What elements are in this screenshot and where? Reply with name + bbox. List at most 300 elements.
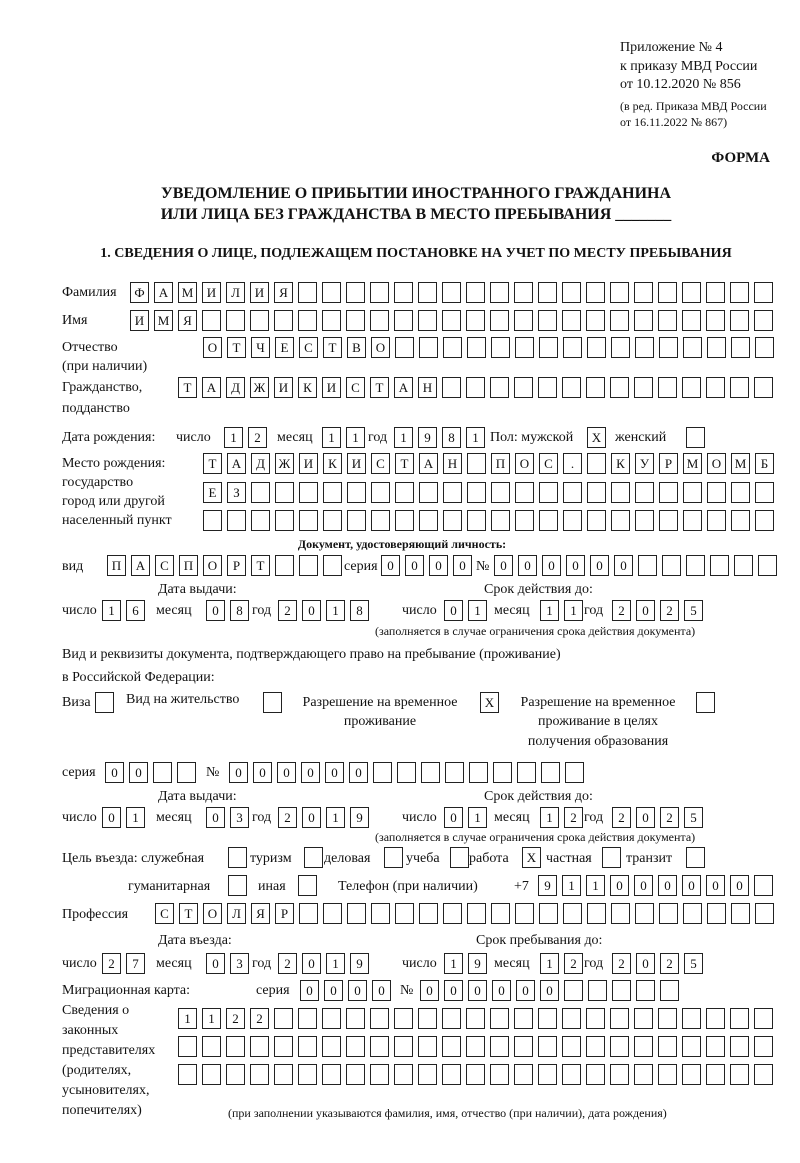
right-issue-month-cell[interactable]: 0 (206, 807, 225, 828)
citizenship-cell[interactable]: А (202, 377, 221, 398)
doc-valid-day-cell[interactable]: 0 (444, 600, 463, 621)
birth-place-cell[interactable]: Р (659, 453, 678, 474)
name-cell[interactable] (418, 310, 437, 331)
surname-cell[interactable]: Я (274, 282, 293, 303)
birth-year-cell[interactable]: 1 (466, 427, 485, 448)
birth-place-cell[interactable] (707, 510, 726, 531)
representatives-cell[interactable] (298, 1036, 317, 1057)
entry-year-cell[interactable]: 1 (326, 953, 345, 974)
right-series-cell[interactable]: 0 (105, 762, 124, 783)
doc-number-cell[interactable] (734, 555, 753, 576)
doc-series-cell[interactable]: 0 (429, 555, 448, 576)
representatives-cell[interactable] (298, 1064, 317, 1085)
doc-kind-cell[interactable]: О (203, 555, 222, 576)
doc-issue-day-cell[interactable]: 1 (102, 600, 121, 621)
birth-place-cell[interactable] (395, 482, 414, 503)
representatives-cell[interactable] (514, 1008, 533, 1029)
patronymic-cell[interactable]: О (371, 337, 390, 358)
temp-permit-checkbox[interactable]: X (480, 692, 499, 713)
citizenship-cell[interactable] (562, 377, 581, 398)
doc-kind-cell[interactable]: П (179, 555, 198, 576)
stay-month-cell[interactable]: 1 (540, 953, 559, 974)
birth-place-cell[interactable]: М (731, 453, 750, 474)
representatives-cell[interactable] (370, 1036, 389, 1057)
doc-series-cell[interactable]: 0 (453, 555, 472, 576)
migration-number-cell[interactable] (612, 980, 631, 1001)
surname-cell[interactable] (634, 282, 653, 303)
birth-place-cell[interactable] (587, 482, 606, 503)
representatives-cell[interactable] (562, 1036, 581, 1057)
surname-cell[interactable] (346, 282, 365, 303)
surname-cell[interactable]: М (178, 282, 197, 303)
birth-place-cell[interactable] (515, 510, 534, 531)
representatives-cell[interactable] (562, 1008, 581, 1029)
right-number-cell[interactable] (493, 762, 512, 783)
surname-cell[interactable] (394, 282, 413, 303)
patronymic-cell[interactable] (707, 337, 726, 358)
doc-kind-cell[interactable] (299, 555, 318, 576)
name-cell[interactable] (442, 310, 461, 331)
surname-cell[interactable] (490, 282, 509, 303)
representatives-cell[interactable] (754, 1008, 773, 1029)
birth-place-cell[interactable] (635, 482, 654, 503)
profession-cell[interactable] (419, 903, 438, 924)
doc-valid-month-cell[interactable]: 1 (540, 600, 559, 621)
right-number-cell[interactable] (373, 762, 392, 783)
stay-year-cell[interactable]: 5 (684, 953, 703, 974)
name-cell[interactable]: М (154, 310, 173, 331)
profession-cell[interactable] (635, 903, 654, 924)
citizenship-cell[interactable] (538, 377, 557, 398)
representatives-cell[interactable] (442, 1036, 461, 1057)
surname-cell[interactable] (322, 282, 341, 303)
name-cell[interactable] (514, 310, 533, 331)
birth-place-cell[interactable]: Т (395, 453, 414, 474)
citizenship-cell[interactable] (610, 377, 629, 398)
name-cell[interactable] (370, 310, 389, 331)
citizenship-cell[interactable]: Ж (250, 377, 269, 398)
doc-valid-year-cell[interactable]: 5 (684, 600, 703, 621)
surname-cell[interactable] (682, 282, 701, 303)
name-cell[interactable] (226, 310, 245, 331)
patronymic-cell[interactable] (587, 337, 606, 358)
right-issue-day-cell[interactable]: 1 (126, 807, 145, 828)
doc-kind-cell[interactable]: С (155, 555, 174, 576)
birth-place-cell[interactable] (299, 510, 318, 531)
patronymic-cell[interactable]: Ч (251, 337, 270, 358)
birth-place-cell[interactable] (587, 510, 606, 531)
doc-number-cell[interactable] (638, 555, 657, 576)
surname-cell[interactable]: Ф (130, 282, 149, 303)
doc-valid-year-cell[interactable]: 0 (636, 600, 655, 621)
profession-cell[interactable] (491, 903, 510, 924)
birth-day-cell[interactable]: 1 (224, 427, 243, 448)
surname-cell[interactable]: И (202, 282, 221, 303)
representatives-cell[interactable] (274, 1036, 293, 1057)
citizenship-cell[interactable] (490, 377, 509, 398)
right-valid-year-cell[interactable]: 0 (636, 807, 655, 828)
right-number-cell[interactable]: 0 (349, 762, 368, 783)
name-cell[interactable] (610, 310, 629, 331)
right-number-cell[interactable] (517, 762, 536, 783)
name-cell[interactable] (658, 310, 677, 331)
representatives-cell[interactable] (610, 1064, 629, 1085)
citizenship-cell[interactable]: К (298, 377, 317, 398)
representatives-cell[interactable] (754, 1036, 773, 1057)
representatives-cell[interactable] (226, 1036, 245, 1057)
representatives-cell[interactable] (202, 1036, 221, 1057)
doc-issue-year-cell[interactable]: 1 (326, 600, 345, 621)
profession-cell[interactable] (539, 903, 558, 924)
representatives-cell[interactable] (706, 1036, 725, 1057)
purpose-private-checkbox[interactable] (602, 847, 621, 868)
surname-cell[interactable] (562, 282, 581, 303)
phone-cell[interactable]: 0 (730, 875, 749, 896)
name-cell[interactable] (466, 310, 485, 331)
representatives-cell[interactable]: 2 (226, 1008, 245, 1029)
citizenship-cell[interactable]: Д (226, 377, 245, 398)
doc-valid-month-cell[interactable]: 1 (564, 600, 583, 621)
birth-place-cell[interactable]: Е (203, 482, 222, 503)
surname-cell[interactable] (610, 282, 629, 303)
doc-valid-year-cell[interactable]: 2 (660, 600, 679, 621)
citizenship-cell[interactable]: Н (418, 377, 437, 398)
citizenship-cell[interactable] (682, 377, 701, 398)
birth-place-cell[interactable] (683, 482, 702, 503)
patronymic-cell[interactable] (635, 337, 654, 358)
representatives-cell[interactable] (250, 1064, 269, 1085)
citizenship-cell[interactable] (658, 377, 677, 398)
birth-place-cell[interactable]: О (515, 453, 534, 474)
citizenship-cell[interactable] (586, 377, 605, 398)
birth-place-cell[interactable] (635, 510, 654, 531)
citizenship-cell[interactable]: И (274, 377, 293, 398)
representatives-cell[interactable] (322, 1036, 341, 1057)
doc-kind-cell[interactable]: А (131, 555, 150, 576)
phone-cell[interactable]: 1 (562, 875, 581, 896)
birth-place-cell[interactable] (419, 482, 438, 503)
surname-cell[interactable] (658, 282, 677, 303)
right-valid-month-cell[interactable]: 1 (540, 807, 559, 828)
birth-place-cell[interactable]: Б (755, 453, 774, 474)
right-series-cell[interactable] (153, 762, 172, 783)
profession-cell[interactable] (515, 903, 534, 924)
birth-place-cell[interactable] (323, 482, 342, 503)
representatives-cell[interactable] (658, 1064, 677, 1085)
profession-cell[interactable] (707, 903, 726, 924)
representatives-cell[interactable] (178, 1064, 197, 1085)
birth-place-cell[interactable] (467, 510, 486, 531)
purpose-business-checkbox[interactable] (384, 847, 403, 868)
profession-cell[interactable]: Я (251, 903, 270, 924)
representatives-cell[interactable] (610, 1008, 629, 1029)
citizenship-cell[interactable] (514, 377, 533, 398)
entry-year-cell[interactable]: 2 (278, 953, 297, 974)
representatives-cell[interactable] (634, 1064, 653, 1085)
name-cell[interactable] (250, 310, 269, 331)
doc-issue-year-cell[interactable]: 8 (350, 600, 369, 621)
representatives-cell[interactable] (370, 1008, 389, 1029)
representatives-cell[interactable]: 2 (250, 1008, 269, 1029)
surname-cell[interactable]: И (250, 282, 269, 303)
doc-number-cell[interactable] (686, 555, 705, 576)
birth-place-cell[interactable] (347, 510, 366, 531)
birth-place-cell[interactable] (659, 482, 678, 503)
right-valid-year-cell[interactable]: 5 (684, 807, 703, 828)
doc-number-cell[interactable]: 0 (542, 555, 561, 576)
birth-month-cell[interactable]: 1 (346, 427, 365, 448)
doc-number-cell[interactable] (758, 555, 777, 576)
representatives-cell[interactable] (586, 1036, 605, 1057)
name-cell[interactable] (538, 310, 557, 331)
patronymic-cell[interactable]: С (299, 337, 318, 358)
name-cell[interactable] (490, 310, 509, 331)
surname-cell[interactable] (538, 282, 557, 303)
profession-cell[interactable] (611, 903, 630, 924)
purpose-transit-checkbox[interactable] (686, 847, 705, 868)
migration-number-cell[interactable]: 0 (468, 980, 487, 1001)
representatives-cell[interactable] (394, 1036, 413, 1057)
phone-cell[interactable]: 0 (682, 875, 701, 896)
visa-checkbox[interactable] (95, 692, 114, 713)
citizenship-cell[interactable]: Т (178, 377, 197, 398)
representatives-cell[interactable] (730, 1036, 749, 1057)
representatives-cell[interactable] (658, 1008, 677, 1029)
name-cell[interactable] (298, 310, 317, 331)
birth-year-cell[interactable]: 8 (442, 427, 461, 448)
patronymic-cell[interactable] (443, 337, 462, 358)
entry-year-cell[interactable]: 0 (302, 953, 321, 974)
patronymic-cell[interactable]: В (347, 337, 366, 358)
representatives-cell[interactable] (394, 1008, 413, 1029)
representatives-cell[interactable] (682, 1064, 701, 1085)
patronymic-cell[interactable] (515, 337, 534, 358)
birth-place-cell[interactable]: М (683, 453, 702, 474)
birth-place-cell[interactable] (491, 510, 510, 531)
phone-cell[interactable]: 0 (634, 875, 653, 896)
name-cell[interactable] (634, 310, 653, 331)
right-series-cell[interactable] (177, 762, 196, 783)
profession-cell[interactable] (731, 903, 750, 924)
doc-issue-year-cell[interactable]: 2 (278, 600, 297, 621)
representatives-cell[interactable] (442, 1064, 461, 1085)
patronymic-cell[interactable]: Т (323, 337, 342, 358)
surname-cell[interactable] (298, 282, 317, 303)
patronymic-cell[interactable] (491, 337, 510, 358)
doc-issue-month-cell[interactable]: 8 (230, 600, 249, 621)
birth-place-cell[interactable]: А (227, 453, 246, 474)
name-cell[interactable] (754, 310, 773, 331)
representatives-cell[interactable] (490, 1064, 509, 1085)
birth-place-cell[interactable]: Н (443, 453, 462, 474)
birth-place-cell[interactable] (275, 482, 294, 503)
birth-place-cell[interactable] (371, 510, 390, 531)
sex-female-checkbox[interactable] (686, 427, 705, 448)
citizenship-cell[interactable] (634, 377, 653, 398)
stay-year-cell[interactable]: 2 (660, 953, 679, 974)
doc-valid-day-cell[interactable]: 1 (468, 600, 487, 621)
citizenship-cell[interactable]: С (346, 377, 365, 398)
birth-place-cell[interactable]: . (563, 453, 582, 474)
birth-place-cell[interactable] (299, 482, 318, 503)
doc-issue-day-cell[interactable]: 6 (126, 600, 145, 621)
representatives-cell[interactable] (754, 1064, 773, 1085)
birth-place-cell[interactable]: К (611, 453, 630, 474)
migration-number-cell[interactable] (636, 980, 655, 1001)
migration-number-cell[interactable]: 0 (516, 980, 535, 1001)
purpose-humanitarian-checkbox[interactable] (228, 875, 247, 896)
representatives-cell[interactable] (586, 1008, 605, 1029)
representatives-cell[interactable] (586, 1064, 605, 1085)
right-issue-year-cell[interactable]: 9 (350, 807, 369, 828)
birth-place-cell[interactable] (683, 510, 702, 531)
doc-kind-cell[interactable]: П (107, 555, 126, 576)
representatives-cell[interactable] (514, 1064, 533, 1085)
migration-series-cell[interactable]: 0 (324, 980, 343, 1001)
birth-place-cell[interactable] (395, 510, 414, 531)
doc-valid-year-cell[interactable]: 2 (612, 600, 631, 621)
citizenship-cell[interactable]: И (322, 377, 341, 398)
surname-cell[interactable] (514, 282, 533, 303)
profession-cell[interactable] (443, 903, 462, 924)
representatives-cell[interactable] (562, 1064, 581, 1085)
birth-place-cell[interactable] (251, 510, 270, 531)
representatives-cell[interactable] (466, 1036, 485, 1057)
purpose-other-checkbox[interactable] (298, 875, 317, 896)
birth-place-cell[interactable]: И (347, 453, 366, 474)
name-cell[interactable] (706, 310, 725, 331)
birth-place-cell[interactable] (611, 510, 630, 531)
surname-cell[interactable] (586, 282, 605, 303)
doc-issue-month-cell[interactable]: 0 (206, 600, 225, 621)
doc-kind-cell[interactable] (323, 555, 342, 576)
birth-place-cell[interactable] (563, 510, 582, 531)
doc-number-cell[interactable]: 0 (566, 555, 585, 576)
profession-cell[interactable] (563, 903, 582, 924)
profession-cell[interactable]: С (155, 903, 174, 924)
citizenship-cell[interactable] (730, 377, 749, 398)
profession-cell[interactable] (371, 903, 390, 924)
stay-day-cell[interactable]: 1 (444, 953, 463, 974)
name-cell[interactable] (682, 310, 701, 331)
right-number-cell[interactable] (421, 762, 440, 783)
patronymic-cell[interactable]: О (203, 337, 222, 358)
right-number-cell[interactable]: 0 (253, 762, 272, 783)
birth-place-cell[interactable] (731, 482, 750, 503)
birth-place-cell[interactable] (539, 482, 558, 503)
birth-place-cell[interactable] (443, 482, 462, 503)
birth-place-cell[interactable] (467, 453, 486, 474)
profession-cell[interactable] (299, 903, 318, 924)
right-valid-day-cell[interactable]: 1 (468, 807, 487, 828)
surname-cell[interactable] (370, 282, 389, 303)
representatives-cell[interactable] (706, 1008, 725, 1029)
representatives-cell[interactable] (322, 1064, 341, 1085)
representatives-cell[interactable] (610, 1036, 629, 1057)
birth-place-cell[interactable]: Д (251, 453, 270, 474)
phone-cell[interactable]: 0 (706, 875, 725, 896)
patronymic-cell[interactable] (659, 337, 678, 358)
birth-place-cell[interactable]: К (323, 453, 342, 474)
stay-year-cell[interactable]: 2 (612, 953, 631, 974)
entry-month-cell[interactable]: 3 (230, 953, 249, 974)
representatives-cell[interactable] (490, 1036, 509, 1057)
birth-place-cell[interactable]: Ж (275, 453, 294, 474)
profession-cell[interactable] (683, 903, 702, 924)
birth-year-cell[interactable]: 1 (394, 427, 413, 448)
profession-cell[interactable] (467, 903, 486, 924)
representatives-cell[interactable] (634, 1036, 653, 1057)
right-issue-month-cell[interactable]: 3 (230, 807, 249, 828)
birth-place-cell[interactable] (539, 510, 558, 531)
phone-cell[interactable]: 0 (658, 875, 677, 896)
migration-number-cell[interactable]: 0 (444, 980, 463, 1001)
citizenship-cell[interactable] (754, 377, 773, 398)
citizenship-cell[interactable] (706, 377, 725, 398)
right-number-cell[interactable]: 0 (301, 762, 320, 783)
patronymic-cell[interactable] (467, 337, 486, 358)
representatives-cell[interactable] (322, 1008, 341, 1029)
representatives-cell[interactable] (418, 1036, 437, 1057)
birth-place-cell[interactable]: З (227, 482, 246, 503)
profession-cell[interactable]: Р (275, 903, 294, 924)
name-cell[interactable] (322, 310, 341, 331)
doc-kind-cell[interactable]: Р (227, 555, 246, 576)
right-valid-day-cell[interactable]: 0 (444, 807, 463, 828)
representatives-cell[interactable] (730, 1008, 749, 1029)
doc-number-cell[interactable]: 0 (590, 555, 609, 576)
entry-year-cell[interactable]: 9 (350, 953, 369, 974)
patronymic-cell[interactable] (611, 337, 630, 358)
citizenship-cell[interactable]: Т (370, 377, 389, 398)
phone-cell[interactable] (754, 875, 773, 896)
right-valid-year-cell[interactable]: 2 (660, 807, 679, 828)
name-cell[interactable] (202, 310, 221, 331)
representatives-cell[interactable] (418, 1064, 437, 1085)
surname-cell[interactable]: А (154, 282, 173, 303)
profession-cell[interactable] (755, 903, 774, 924)
surname-cell[interactable] (754, 282, 773, 303)
birth-place-cell[interactable] (275, 510, 294, 531)
representatives-cell[interactable] (298, 1008, 317, 1029)
birth-place-cell[interactable] (419, 510, 438, 531)
birth-place-cell[interactable] (515, 482, 534, 503)
migration-series-cell[interactable]: 0 (372, 980, 391, 1001)
birth-place-cell[interactable]: С (539, 453, 558, 474)
birth-year-cell[interactable]: 9 (418, 427, 437, 448)
name-cell[interactable]: Я (178, 310, 197, 331)
right-number-cell[interactable]: 0 (229, 762, 248, 783)
representatives-cell[interactable] (514, 1036, 533, 1057)
right-issue-year-cell[interactable]: 0 (302, 807, 321, 828)
patronymic-cell[interactable] (755, 337, 774, 358)
birth-place-cell[interactable] (707, 482, 726, 503)
profession-cell[interactable]: Л (227, 903, 246, 924)
name-cell[interactable] (586, 310, 605, 331)
right-number-cell[interactable]: 0 (325, 762, 344, 783)
birth-place-cell[interactable]: Т (203, 453, 222, 474)
birth-place-cell[interactable] (491, 482, 510, 503)
representatives-cell[interactable] (250, 1036, 269, 1057)
representatives-cell[interactable] (346, 1036, 365, 1057)
patronymic-cell[interactable] (419, 337, 438, 358)
right-number-cell[interactable] (469, 762, 488, 783)
birth-place-cell[interactable]: П (491, 453, 510, 474)
patronymic-cell[interactable] (683, 337, 702, 358)
representatives-cell[interactable] (634, 1008, 653, 1029)
doc-series-cell[interactable]: 0 (381, 555, 400, 576)
name-cell[interactable]: И (130, 310, 149, 331)
